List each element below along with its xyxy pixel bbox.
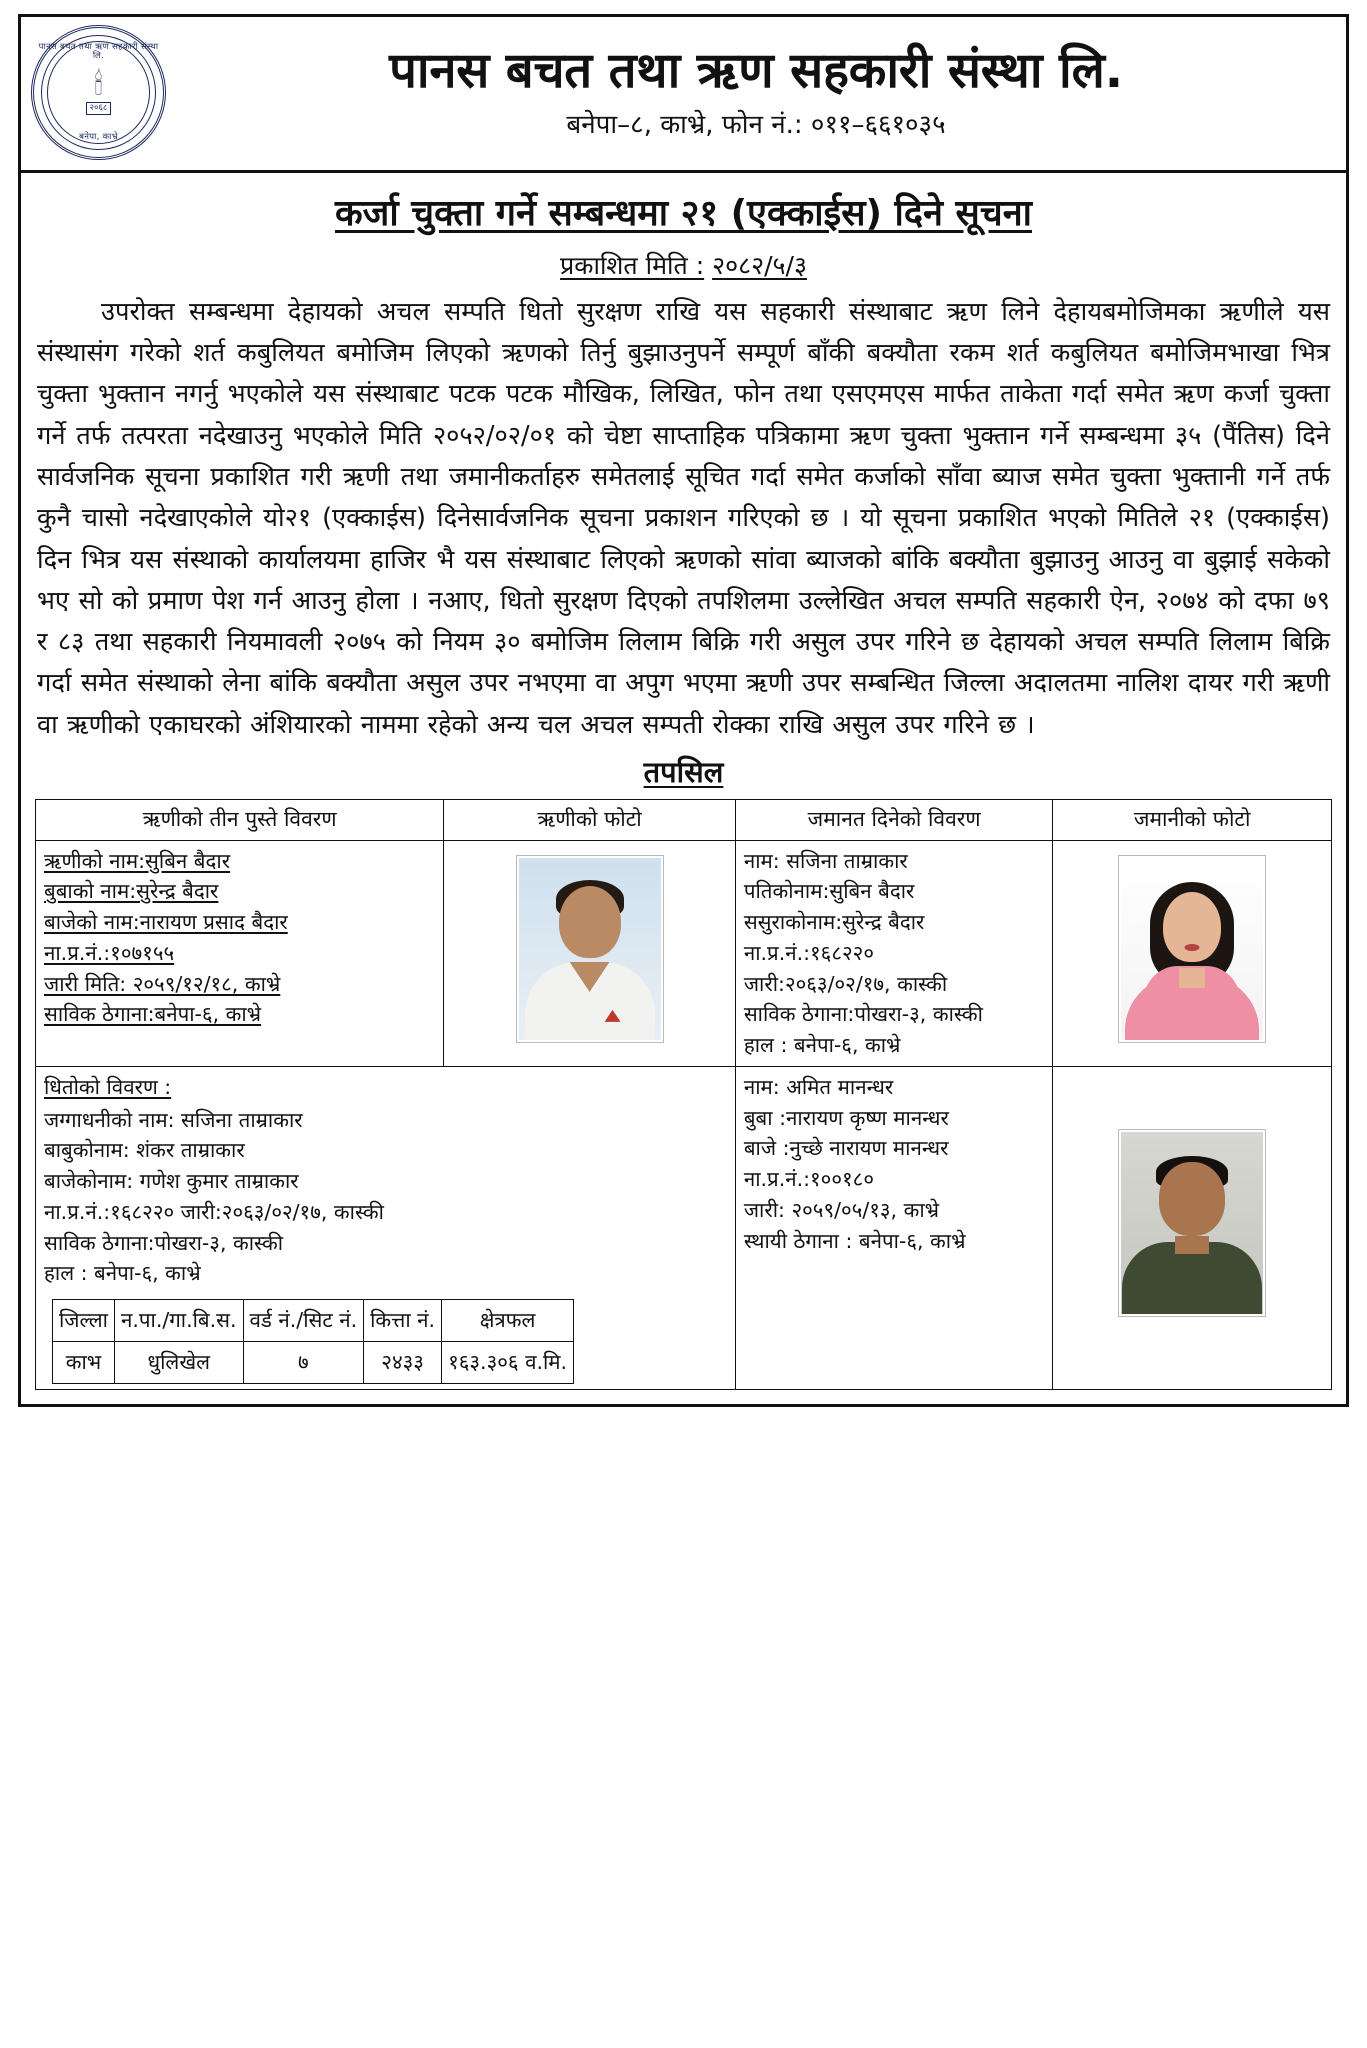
landowner-grandfather-name: बाजेकोनाम: गणेश कुमार ताम्राकार — [44, 1169, 299, 1194]
land-cell-district: काभ — [53, 1341, 115, 1383]
debtor-details-cell — [36, 840, 444, 1066]
guarantor2-issue-date: जारी: २०५९/०५/१३, काभ्रे — [743, 1197, 940, 1222]
guarantor2-photo-cell — [1053, 1066, 1332, 1389]
guarantor-issue-date: जारी:२०६३/०२/१७, कास्की — [743, 971, 948, 996]
guarantor-husband-name: पतिकोनाम:सुबिन बैदार — [743, 879, 915, 904]
col-header-debtor-photo: ऋणीको फोटो — [444, 800, 736, 841]
guarantor-details-cell — [735, 840, 1053, 1066]
guarantor-photo — [1119, 856, 1265, 1042]
guarantor-citizenship-no: ना.प्र.नं.:१६८२२० — [743, 940, 874, 965]
seal-top-text: पानस बचत तथा ऋण सहकारी संस्था लि. — [38, 42, 159, 62]
land-col-district: जिल्ला — [53, 1300, 115, 1342]
landowner-name: जग्गाधनीको नाम: सजिना ताम्राकार — [44, 1107, 303, 1132]
seal-core — [86, 67, 112, 115]
published-date: २०८२/५/३ — [712, 250, 807, 280]
guarantor2-father-name: बुबा :नारायण कृष्ण मानन्धर — [743, 1105, 949, 1130]
land-cell-municipality: धुलिखेल — [114, 1341, 243, 1383]
land-cell-ward: ७ — [243, 1341, 364, 1383]
guarantor2-citizenship-no: ना.प्र.नं.:१००१८० — [743, 1167, 874, 1192]
masthead-text — [176, 44, 1336, 141]
land-table-row — [53, 1341, 574, 1383]
organization-seal-icon — [31, 25, 166, 160]
debtor-grandfather-name: बाजेको नाम:नारायण प्रसाद बैदार — [44, 910, 288, 935]
debtor-father-name: बुबाको नाम:सुरेन्द्र बैदार — [44, 879, 219, 904]
guarantor-address: साविक ठेगाना:पोखरा-३, कास्की — [743, 1002, 983, 1027]
guarantor-name: नाम: सजिना ताम्राकार — [743, 848, 908, 873]
table-row — [36, 840, 1332, 1066]
landowner-current-address: हाल : बनेपा-६, काभ्रे — [44, 1261, 201, 1286]
notice-title: कर्जा चुक्ता गर्ने सम्बन्धमा २१ (एक्काईस) दिने सूचना — [335, 193, 1032, 234]
seal-estd-year: २०६८ — [86, 102, 112, 115]
col-header-guarantor-details: जमानत दिनेको विवरण — [735, 800, 1053, 841]
land-col-area: क्षेत्रफल — [442, 1300, 574, 1342]
document-frame — [18, 14, 1349, 1407]
debtor-citizenship-no: ना.प्र.नं.:१०७१५५ — [44, 940, 175, 965]
collateral-details-cell — [36, 1066, 736, 1389]
collateral-title: धितोको विवरण : — [44, 1074, 172, 1099]
landowner-father-name: बाबुकोनाम: शंकर ताम्राकार — [44, 1138, 245, 1163]
land-table — [52, 1299, 574, 1384]
notice-paragraph: उपरोक्त सम्बन्धमा देहायको अचल सम्पति धितो सुरक्षण राखि यस सहकारी संस्थाबाट ऋण लिने देहायबमोजिमका ऋणीले यस संस्थासंग गरेको शर्त कबुलियत बमोजिम लिएको ऋणको तिर्नु बुझाउनुपर्ने सम्पूर्ण बाँकी बक्यौता रकम शर्त कबुलियत बमोजिमभाखा भित्र चुक्ता भुक्तान नगर्नु भएकोले यस संस्थाबाट पटक पटक मौखिक, लिखित, फोन तथा एसएमएस मार्फत ताकेता गर्दा समेत ऋण कर्जा चुक्ता गर्ने तर्फ तत्परता नदेखाउनु भएकोले मिति २०५२/०२/०१ को चेष्टा साप्ताहिक पत्रिकामा ऋण चुक्ता भुक्तान गर्ने सम्बन्धमा ३५ (पैंतिस) दिने सार्वजनिक सूचना प्रकाशित गरी ऋणी तथा जमानीकर्ताहरु समेतलाई सूचित गर्दा समेत कर्जाको साँवा ब्याज समेत चुक्ता भुक्तानी गर्ने तर्फ कुनै चासो नदेखाएकोले यो२१ (एक्काईस) दिनेसार्वजनिक सूचना प्रकाशन गरिएको छ । यो सूचना प्रकाशित भएको मितिले २१ (एक्काईस) दिन भित्र यस संस्थाको कार्यालयमा हाजिर भै यस संस्थाबाट लिएको ऋणको सांवा ब्याजको बांकि बक्यौता बुझाउनु आउनु वा बुझाई सकेको भए सो को प्रमाण पेश गर्न आउनु होला । नआए, धितो सुरक्षण दिएको तपशिलमा उल्लेखित अचल सम्पति सहकारी ऐन, २०७४ को दफा ७९ र ८३ तथा सहकारी नियमावली २०७५ को नियम ३० बमोजिम लिलाम बिक्रि गरी असुल उपर गरिने छ देहायको अचल सम्पति लिलाम बिक्रि गर्दा समेत संस्थाको लेना बांकि बक्यौता असुल उपर नभएमा वा अपुग भएमा ऋणी उपर सम्बन्धित जिल्ला अदालतमा नालिश दायर गरी ऋणी वा ऋणीको एकाघरको अंशियारको नाममा रहेको अन्य चल अचल सम्पती रोक्का राखि असुल उपर गरिने छ । — [37, 296, 1330, 740]
table-row — [36, 1066, 1332, 1389]
col-header-debtor-details: ऋणीको तीन पुस्ते विवरण — [36, 800, 444, 841]
organization-address: बनेपा–८, काभ्रे, फोन नं.: ०११–६६१०३५ — [566, 109, 946, 140]
seal-bottom-text: बनेपा, काभ्रे — [79, 131, 118, 142]
guarantor2-grandfather-name: बाजे :नुच्छे नारायण मानन्धर — [743, 1136, 949, 1161]
notice-body — [21, 173, 1346, 1404]
masthead — [21, 17, 1346, 173]
guarantor-current-address: हाल : बनेपा-६, काभ्रे — [743, 1033, 901, 1058]
landowner-address: साविक ठेगाना:पोखरा-३, कास्की — [44, 1230, 284, 1255]
guarantor-father-in-law-name: ससुराकोनाम:सुरेन्द्र बैदार — [743, 910, 925, 935]
debtor-photo-cell — [444, 840, 736, 1066]
oil-lamp-icon: 🕯 — [94, 67, 103, 103]
land-col-municipality: न.पा./गा.बि.स. — [114, 1300, 243, 1342]
debtor-name: ऋणीको नाम:सुबिन बैदार — [44, 848, 231, 873]
table-header-row — [36, 800, 1332, 841]
guarantor2-name: नाम: अमित मानन्धर — [743, 1074, 894, 1099]
land-cell-plot-no: २४३३ — [364, 1341, 442, 1383]
guarantor2-details-cell — [735, 1066, 1053, 1389]
land-col-plot-no: कित्ता नं. — [364, 1300, 442, 1342]
debtor-issue-date: जारी मिति: २०५९/१२/१८, काभ्रे — [44, 971, 281, 996]
organization-name: पानस बचत तथा ऋण सहकारी संस्था लि. — [389, 42, 1123, 100]
col-header-guarantor-photo: जमानीको फोटो — [1053, 800, 1332, 841]
published-label: प्रकाशित मिति : — [560, 250, 705, 280]
details-table — [35, 799, 1332, 1390]
land-col-ward: वर्ड नं./सिट नं. — [243, 1300, 364, 1342]
guarantor2-permanent-address: स्थायी ठेगाना : बनेपा-६, काभ्रे — [743, 1228, 966, 1253]
debtor-photo — [517, 856, 663, 1042]
schedule-heading: तपसिल — [643, 755, 724, 790]
published-date-line — [35, 248, 1332, 282]
land-cell-area: १६३.३०६ व.मि. — [442, 1341, 574, 1383]
debtor-address: साविक ठेगाना:बनेपा-६, काभ्रे — [44, 1002, 262, 1027]
guarantor2-photo — [1119, 1130, 1265, 1316]
landowner-citizenship-no: ना.प्र.नं.:१६८२२० जारी:२०६३/०२/१७, कास्की — [44, 1199, 384, 1224]
guarantor-photo-cell — [1053, 840, 1332, 1066]
land-table-header-row — [53, 1300, 574, 1342]
